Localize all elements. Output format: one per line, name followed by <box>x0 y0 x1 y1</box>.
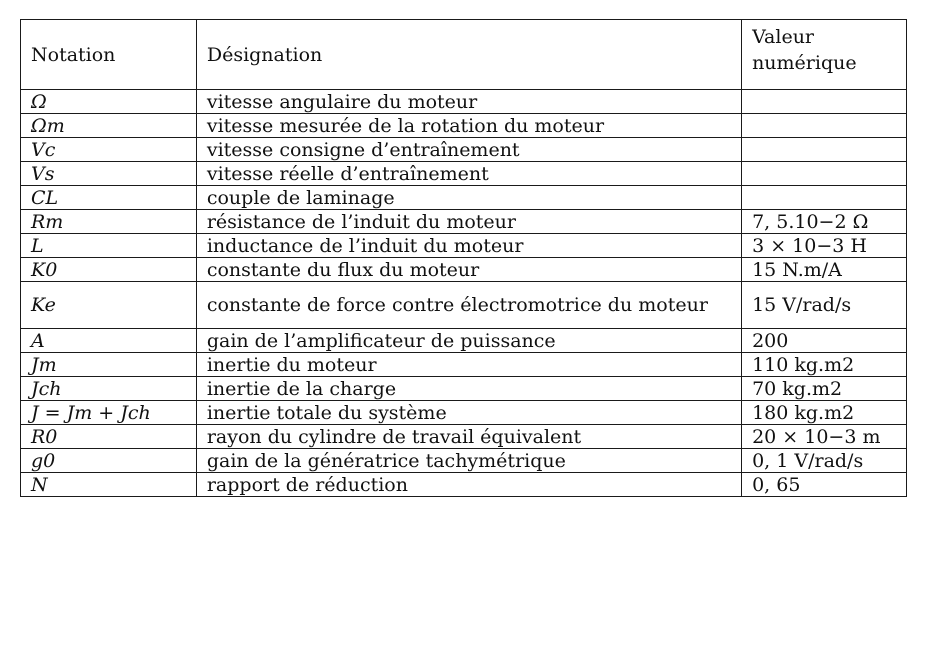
table-row <box>21 425 907 449</box>
notation-cell: Jch <box>21 377 197 401</box>
notation-cell: L <box>21 234 197 258</box>
header-designation: Désignation <box>196 20 741 90</box>
table-row <box>21 473 907 497</box>
value-cell: 15 N.m/A <box>742 258 907 282</box>
table-row <box>21 282 907 329</box>
designation-cell: gain de l’amplificateur de puissance <box>196 329 741 353</box>
designation-cell: rayon du cylindre de travail équivalent <box>196 425 741 449</box>
value-cell: 3 × 10−3 H <box>742 234 907 258</box>
table-row <box>21 210 907 234</box>
value-cell: 20 × 10−3 m <box>742 425 907 449</box>
designation-cell: inertie totale du système <box>196 401 741 425</box>
value-cell: 180 kg.m2 <box>742 401 907 425</box>
designation-cell: rapport de réduction <box>196 473 741 497</box>
table-row <box>21 377 907 401</box>
value-cell: 0, 1 V/rad/s <box>742 449 907 473</box>
value-cell <box>742 138 907 162</box>
notation-cell: R0 <box>21 425 197 449</box>
designation-cell: résistance de l’induit du moteur <box>196 210 741 234</box>
designation-cell: inertie de la charge <box>196 377 741 401</box>
designation-cell: inertie du moteur <box>196 353 741 377</box>
notation-cell: Vc <box>21 138 197 162</box>
value-cell: 0, 65 <box>742 473 907 497</box>
notation-cell: CL <box>21 186 197 210</box>
table-row <box>21 329 907 353</box>
designation-cell: vitesse mesurée de la rotation du moteur <box>196 114 741 138</box>
designation-cell: inductance de l’induit du moteur <box>196 234 741 258</box>
value-cell <box>742 162 907 186</box>
value-cell <box>742 186 907 210</box>
designation-cell: constante de force contre électromotrice du moteur <box>196 282 741 329</box>
value-cell: 200 <box>742 329 907 353</box>
table-row <box>21 186 907 210</box>
table-row <box>21 138 907 162</box>
notation-cell: J = Jm + Jch <box>21 401 197 425</box>
table-header-row <box>21 20 907 90</box>
designation-cell: vitesse angulaire du moteur <box>196 90 741 114</box>
notation-cell: A <box>21 329 197 353</box>
table-row <box>21 162 907 186</box>
designation-cell: couple de laminage <box>196 186 741 210</box>
designation-cell: gain de la génératrice tachymétrique <box>196 449 741 473</box>
header-value: Valeur numérique <box>742 20 907 90</box>
header-notation: Notation <box>21 20 197 90</box>
value-cell: 70 kg.m2 <box>742 377 907 401</box>
designation-cell: constante du flux du moteur <box>196 258 741 282</box>
notation-cell: K0 <box>21 258 197 282</box>
value-cell: 7, 5.10−2 Ω <box>742 210 907 234</box>
table-row <box>21 401 907 425</box>
notation-cell: Vs <box>21 162 197 186</box>
table-row <box>21 449 907 473</box>
notation-cell: Ω <box>21 90 197 114</box>
value-cell <box>742 90 907 114</box>
table-row <box>21 258 907 282</box>
notation-cell: Ke <box>21 282 197 329</box>
value-cell: 110 kg.m2 <box>742 353 907 377</box>
table-row <box>21 90 907 114</box>
notation-cell: Ωm <box>21 114 197 138</box>
table-row <box>21 353 907 377</box>
value-cell: 15 V/rad/s <box>742 282 907 329</box>
table-row <box>21 114 907 138</box>
notation-cell: N <box>21 473 197 497</box>
parameters-table <box>20 19 907 497</box>
table-row <box>21 234 907 258</box>
designation-cell: vitesse réelle d’entraînement <box>196 162 741 186</box>
notation-cell: Rm <box>21 210 197 234</box>
value-cell <box>742 114 907 138</box>
notation-cell: Jm <box>21 353 197 377</box>
notation-cell: g0 <box>21 449 197 473</box>
designation-cell: vitesse consigne d’entraînement <box>196 138 741 162</box>
